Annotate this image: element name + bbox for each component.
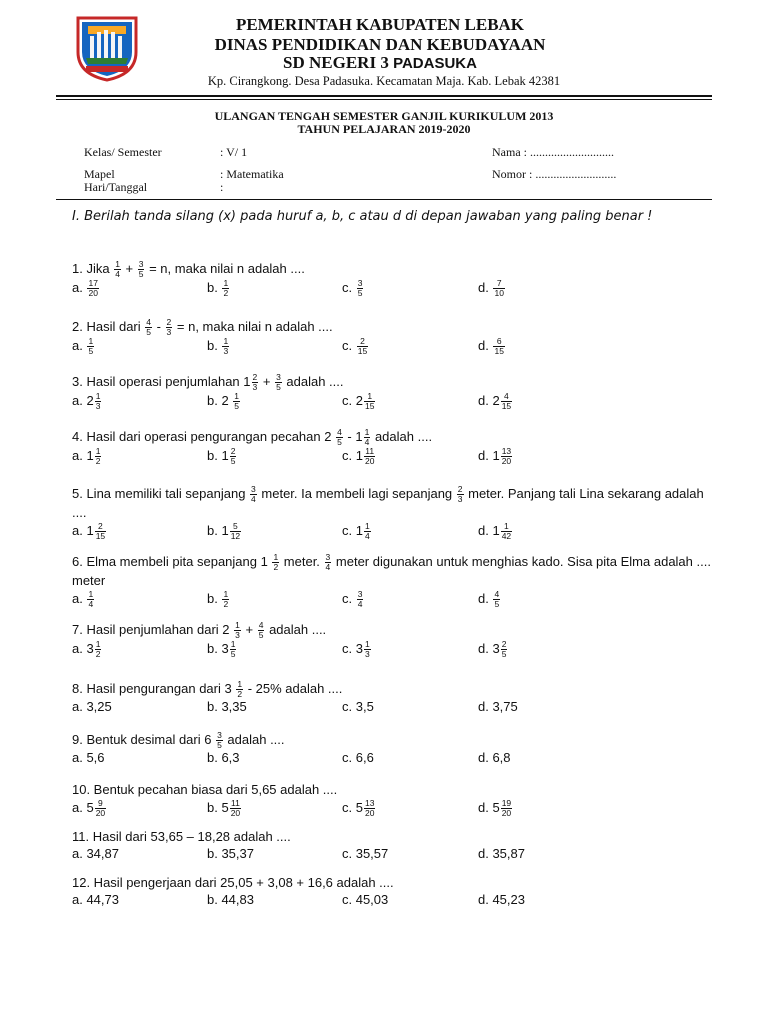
question-text: 4. Hasil dari operasi pengurangan pecahan 2 $\frac{4}{5}$ - 1 $\frac{1}{4}$ adalah ....: [72, 427, 433, 448]
nama-field: Nama : ............................: [492, 145, 614, 159]
fraction: $\frac{1}{2}$: [223, 278, 229, 299]
header-line-3: [0, 53, 764, 73]
answer-options: [72, 522, 712, 542]
answer-options: [72, 392, 712, 412]
answer-option-a: a. 44,73: [72, 892, 119, 907]
fraction: $\frac{1}{4}$: [364, 427, 370, 448]
question-item: [72, 781, 712, 819]
fraction: $\frac{17}{20}$: [88, 278, 98, 299]
question-item: [72, 485, 712, 542]
fraction: $\frac{1}{3}$: [95, 391, 101, 412]
fraction: $\frac{3}{4}$: [325, 552, 331, 573]
header-line-2: DINAS PENDIDIKAN DAN KEBUDAYAAN: [214, 35, 546, 54]
answer-option-a: a. 5 $\frac{9}{20}$: [72, 798, 106, 818]
answer-option-c: c. 5 $\frac{13}{20}$: [342, 798, 375, 818]
answer-option-c: c. 3 $\frac{1}{3}$: [342, 639, 370, 660]
instruction: I. Berilah tanda silang (x) pada huruf a, b, c atau d di depan jawaban yang paling benar !: [72, 209, 653, 224]
question-item: [72, 621, 712, 660]
answer-options: [72, 447, 712, 467]
question-text: 1. Jika $\frac{1}{4}$ + $\frac{3}{5}$ = n, maka nilai n adalah ....: [72, 259, 305, 280]
answer-option-a: a. $\frac{1}{5}$: [72, 336, 94, 357]
answer-option-d: d. 3 $\frac{2}{5}$: [478, 639, 507, 660]
answer-option-d: d. $\frac{4}{5}$: [478, 589, 500, 610]
fraction: $\frac{4}{5}$: [337, 427, 342, 448]
answer-options: [72, 640, 712, 660]
question-item: [72, 874, 712, 912]
school-name: SD NEGERI 3: [283, 53, 389, 72]
fraction: $\frac{7}{10}$: [494, 278, 504, 299]
answer-option-d: d. 1 $\frac{13}{20}$: [478, 446, 512, 467]
fraction: $\frac{11}{20}$: [230, 798, 241, 818]
fraction: $\frac{2}{3}$: [252, 372, 258, 393]
question-text: 12. Hasil pengerjaan dari 25,05 + 3,08 + 16,6 adalah ....: [72, 875, 394, 890]
fraction: $\frac{2}{3}$: [166, 317, 172, 338]
answer-options: [72, 892, 712, 912]
hari-label: Hari/Tanggal: [84, 180, 148, 194]
answer-option-b: b. 2 $\frac{1}{5}$: [207, 391, 240, 412]
fraction: $\frac{3}{5}$: [138, 259, 144, 280]
answer-option-d: d. 2 $\frac{4}{15}$: [478, 391, 512, 412]
fraction: $\frac{1}{3}$: [223, 336, 229, 357]
answer-option-d: d. $\frac{7}{10}$: [478, 278, 504, 299]
fraction: $\frac{19}{20}$: [501, 798, 512, 818]
fraction: $\frac{2}{15}$: [95, 521, 106, 542]
fraction: $\frac{1}{2}$: [223, 589, 229, 610]
answer-option-d: d. 5 $\frac{19}{20}$: [478, 798, 512, 818]
answer-option-b: b. 1 $\frac{2}{5}$: [207, 446, 236, 467]
fraction: $\frac{3}{4}$: [357, 589, 363, 610]
question-text: 7. Hasil penjumlahan dari 2 $\frac{1}{3}$ + $\frac{4}{5}$ adalah ....: [72, 620, 327, 641]
fraction: $\frac{3}{5}$: [217, 730, 222, 751]
fraction: $\frac{1}{15}$: [364, 391, 375, 412]
letterhead: [0, 0, 768, 100]
fraction: $\frac{1}{5}$: [88, 336, 94, 357]
answer-options: [72, 799, 712, 819]
fraction: $\frac{13}{20}$: [501, 446, 512, 467]
answer-options: [72, 699, 712, 719]
answer-option-c: c. 3,5: [342, 699, 374, 715]
answer-option-c: c. 45,03: [342, 892, 389, 907]
fraction: $\frac{1}{3}$: [364, 639, 370, 660]
fraction: $\frac{2}{3}$: [457, 484, 463, 505]
answer-option-b: b. $\frac{1}{3}$: [207, 336, 229, 357]
answer-option-b: b. 1 $\frac{5}{12}$: [207, 521, 241, 542]
hari-value: :: [220, 180, 224, 194]
fraction: $\frac{1}{4}$: [364, 521, 370, 542]
answer-option-b: b. 35,37: [207, 846, 254, 861]
answer-option-d: d. 45,23: [478, 892, 525, 907]
fraction: $\frac{11}{20}$: [364, 446, 375, 467]
answer-option-d: d. $\frac{6}{15}$: [478, 336, 504, 357]
kelas-label: Kelas/ Semester: [84, 145, 162, 159]
answer-option-c: c. $\frac{3}{5}$: [342, 278, 363, 299]
info-rule: [56, 199, 712, 200]
answer-option-a: a. 2 $\frac{1}{3}$: [72, 391, 101, 412]
question-item: [72, 731, 712, 770]
fraction: $\frac{1}{5}$: [234, 391, 240, 412]
fraction: $\frac{4}{5}$: [258, 620, 264, 641]
header-rule-thin: [56, 99, 712, 100]
answer-option-a: a. 1 $\frac{1}{2}$: [72, 446, 101, 467]
question-item: [72, 553, 712, 610]
answer-option-b: b. $\frac{1}{2}$: [207, 278, 229, 299]
exam-title: ULANGAN TENGAH SEMESTER GANJIL KURIKULUM 2013: [214, 109, 554, 123]
answer-option-b: b. 5 $\frac{11}{20}$: [207, 798, 241, 818]
answer-options: [72, 846, 712, 866]
answer-options: [72, 590, 712, 610]
fraction: $\frac{2}{15}$: [357, 336, 368, 357]
question-item: [72, 260, 712, 299]
question-item: [72, 373, 712, 412]
fraction: $\frac{6}{15}$: [494, 336, 504, 357]
answer-option-a: a. 3 $\frac{1}{2}$: [72, 639, 101, 660]
fraction: $\frac{1}{4}$: [88, 589, 94, 610]
question-text: 2. Hasil dari $\frac{4}{5}$ - $\frac{2}{3}$ = n, maka nilai n adalah ....: [72, 317, 333, 338]
answer-option-c: c. 2 $\frac{1}{15}$: [342, 391, 375, 412]
answer-option-d: d. 35,87: [478, 846, 525, 861]
fraction: $\frac{13}{20}$: [364, 798, 375, 818]
question-text: 6. Elma membeli pita sepanjang 1 $\frac{1}{2}$ meter. $\frac{3}{4}$ meter digunakan untuk menghias kado. Sisa pita Elma adalah .... meter: [72, 552, 711, 589]
fraction: $\frac{4}{15}$: [501, 391, 512, 412]
answer-option-a: a. 1 $\frac{2}{15}$: [72, 521, 106, 542]
answer-option-c: c. 1 $\frac{1}{4}$: [342, 521, 370, 542]
answer-option-d: d. 6,8: [478, 750, 511, 766]
answer-option-a: a. 3,25: [72, 699, 112, 715]
fraction: $\frac{1}{5}$: [230, 639, 236, 660]
fraction: $\frac{4}{5}$: [146, 317, 151, 338]
exam-year: TAHUN PELAJARAN 2019-2020: [297, 122, 471, 136]
question-item: [72, 428, 712, 467]
kelas-value: : V/ 1: [220, 145, 248, 159]
answer-option-c: c. $\frac{2}{15}$: [342, 336, 368, 357]
question-text: 3. Hasil operasi penjumlahan 1 $\frac{2}{3}$ + $\frac{3}{5}$ adalah ....: [72, 372, 344, 393]
answer-option-a: a. $\frac{17}{20}$: [72, 278, 98, 299]
answer-options: [72, 750, 712, 770]
question-text: 11. Hasil dari 53,65 – 18,28 adalah ....: [72, 829, 291, 844]
answer-option-c: c. $\frac{3}{4}$: [342, 589, 363, 610]
fraction: $\frac{3}{5}$: [357, 278, 363, 299]
fraction: $\frac{2}{5}$: [230, 446, 236, 467]
answer-option-b: b. 3,35: [207, 699, 247, 715]
answer-option-b: b. 44,83: [207, 892, 254, 907]
header-line-1: PEMERINTAH KABUPATEN LEBAK: [235, 15, 525, 34]
fraction: $\frac{1}{42}$: [501, 521, 512, 542]
fraction: $\frac{5}{12}$: [230, 521, 241, 542]
fraction: $\frac{2}{5}$: [501, 639, 507, 660]
question-text: 9. Bentuk desimal dari 6 $\frac{3}{5}$ adalah ....: [72, 730, 285, 751]
answer-option-a: a. $\frac{1}{4}$: [72, 589, 94, 610]
question-text: 5. Lina memiliki tali sepanjang $\frac{3}{4}$ meter. Ia membeli lagi sepanjang $\frac{2}{3}$ meter. Panjang tali Lina sekarang adalah ....: [72, 484, 704, 521]
question-item: [72, 318, 712, 357]
answer-option-c: c. 6,6: [342, 750, 374, 766]
header-rule-thick: [56, 95, 712, 97]
mapel-label: Mapel: [84, 167, 115, 181]
fraction: $\frac{1}{2}$: [237, 679, 243, 700]
fraction: $\frac{9}{20}$: [95, 798, 106, 818]
fraction: $\frac{1}{3}$: [235, 620, 240, 641]
answer-option-d: d. 1 $\frac{1}{42}$: [478, 521, 512, 542]
question-text: 10. Bentuk pecahan biasa dari 5,65 adalah ....: [72, 782, 338, 797]
fraction: $\frac{1}{2}$: [95, 639, 101, 660]
answer-option-c: c. 35,57: [342, 846, 389, 861]
school-village: PADASUKA: [393, 55, 477, 72]
answer-option-a: a. 5,6: [72, 750, 105, 766]
fraction: $\frac{1}{2}$: [273, 552, 279, 573]
answer-option-b: b. 6,3: [207, 750, 240, 766]
question-item: [72, 828, 712, 866]
fraction: $\frac{1}{2}$: [95, 446, 101, 467]
fraction: $\frac{3}{4}$: [251, 484, 256, 505]
answer-option-b: b. $\frac{1}{2}$: [207, 589, 229, 610]
answer-option-d: d. 3,75: [478, 699, 518, 715]
school-address: Kp. Cirangkong. Desa Padasuka. Kecamatan Maja. Kab. Lebak 42381: [207, 74, 561, 88]
answer-option-b: b. 3 $\frac{1}{5}$: [207, 639, 236, 660]
question-item: [72, 680, 712, 719]
answer-options: [72, 337, 712, 357]
nomor-field: Nomor : ...........................: [492, 167, 617, 181]
mapel-value: : Matematika: [220, 167, 284, 181]
answer-option-a: a. 34,87: [72, 846, 119, 861]
fraction: $\frac{4}{5}$: [494, 589, 500, 610]
fraction: $\frac{1}{4}$: [115, 259, 120, 280]
answer-option-c: c. 1 $\frac{11}{20}$: [342, 446, 375, 467]
fraction: $\frac{3}{5}$: [276, 372, 281, 393]
answer-options: [72, 279, 712, 299]
question-text: 8. Hasil pengurangan dari 3 $\frac{1}{2}$ - 25% adalah ....: [72, 679, 343, 700]
